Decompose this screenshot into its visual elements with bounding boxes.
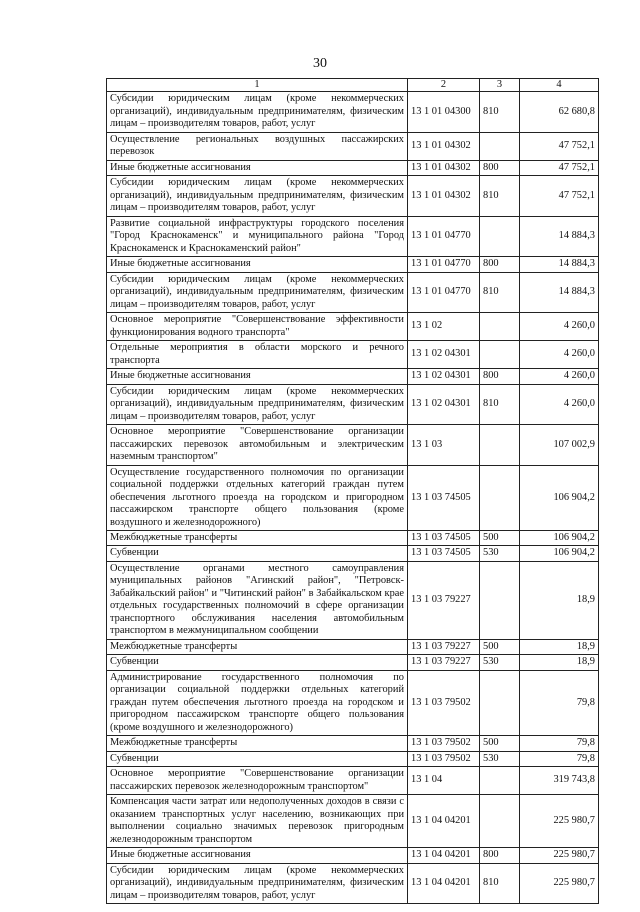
row-name-cell: Отдельные мероприятия в области морского и речного транспорта <box>107 341 408 369</box>
row-code-cell: 13 1 04 04201 <box>408 848 480 863</box>
row-name-cell: Основное мероприятие "Совершенствование эффективности функционирования водного транспорта" <box>107 313 408 341</box>
table-row <box>107 670 599 735</box>
row-amount-cell: 47 752,1 <box>520 160 599 175</box>
row-name-cell: Межбюджетные трансферты <box>107 639 408 654</box>
row-kind-cell: 810 <box>480 863 520 903</box>
table-row <box>107 341 599 369</box>
row-amount-cell: 47 752,1 <box>520 176 599 216</box>
table-row <box>107 132 599 160</box>
row-kind-cell: 800 <box>480 257 520 272</box>
row-name-cell: Администрирование государственного полномочия по организации социальной поддержки отдельных категорий граждан путем обеспечения льготного проезда на городском и пригородном пассажирском транспорте общего пользования (кроме воздушного и железнодорожного) <box>107 670 408 735</box>
row-code-cell: 13 1 01 04770 <box>408 257 480 272</box>
row-name-cell: Субсидии юридическим лицам (кроме некоммерческих организаций), индивидуальным предпринимателям, физическим лицам – производителям товаров, работ, услуг <box>107 863 408 903</box>
row-amount-cell: 14 884,3 <box>520 272 599 312</box>
row-amount-cell: 79,8 <box>520 736 599 751</box>
row-code-cell: 13 1 01 04770 <box>408 216 480 256</box>
row-code-cell: 13 1 03 79502 <box>408 751 480 766</box>
row-code-cell: 13 1 04 04201 <box>408 795 480 848</box>
table-row <box>107 655 599 670</box>
row-amount-cell: 79,8 <box>520 751 599 766</box>
row-name-cell: Осуществление государственного полномочия по организации социальной поддержки отдельных категорий граждан путем обеспечения льготного проезда на городском и пригородном пассажирском транспорте общего пользования (кроме воздушного и железнодорожного) <box>107 465 408 530</box>
row-kind-cell <box>480 670 520 735</box>
row-amount-cell: 62 680,8 <box>520 92 599 132</box>
row-code-cell: 13 1 03 79227 <box>408 561 480 639</box>
row-name-cell: Межбюджетные трансферты <box>107 530 408 545</box>
row-code-cell: 13 1 02 04301 <box>408 384 480 424</box>
row-amount-cell: 225 980,7 <box>520 795 599 848</box>
row-code-cell: 13 1 03 79227 <box>408 639 480 654</box>
table-row <box>107 465 599 530</box>
row-code-cell: 13 1 04 <box>408 767 480 795</box>
table-row <box>107 751 599 766</box>
row-amount-cell: 4 260,0 <box>520 369 599 384</box>
table-row <box>107 176 599 216</box>
row-amount-cell: 79,8 <box>520 670 599 735</box>
row-code-cell: 13 1 03 <box>408 425 480 465</box>
row-kind-cell: 810 <box>480 272 520 312</box>
row-amount-cell: 14 884,3 <box>520 216 599 256</box>
row-code-cell: 13 1 03 79227 <box>408 655 480 670</box>
row-name-cell: Иные бюджетные ассигнования <box>107 369 408 384</box>
row-amount-cell: 225 980,7 <box>520 848 599 863</box>
row-code-cell: 13 1 01 04770 <box>408 272 480 312</box>
row-amount-cell: 47 752,1 <box>520 132 599 160</box>
header-cell: 4 <box>520 79 599 92</box>
row-kind-cell <box>480 425 520 465</box>
row-name-cell: Субсидии юридическим лицам (кроме некоммерческих организаций), индивидуальным предпринимателям, физическим лицам – производителям товаров, работ, услуг <box>107 176 408 216</box>
row-name-cell: Субвенции <box>107 546 408 561</box>
row-kind-cell <box>480 216 520 256</box>
table-header-row <box>107 79 599 92</box>
row-code-cell: 13 1 03 79502 <box>408 670 480 735</box>
row-code-cell: 13 1 03 74505 <box>408 546 480 561</box>
table-row <box>107 736 599 751</box>
row-code-cell: 13 1 02 <box>408 313 480 341</box>
table-row <box>107 546 599 561</box>
row-amount-cell: 4 260,0 <box>520 313 599 341</box>
row-name-cell: Межбюджетные трансферты <box>107 736 408 751</box>
row-name-cell: Основное мероприятие "Совершенствование организации пассажирских перевозок автомобильным и электрическим наземным транспортом" <box>107 425 408 465</box>
row-amount-cell: 319 743,8 <box>520 767 599 795</box>
row-kind-cell: 810 <box>480 176 520 216</box>
table-row <box>107 767 599 795</box>
row-name-cell: Субсидии юридическим лицам (кроме некоммерческих организаций), индивидуальным предпринимателям, физическим лицам – производителям товаров, работ, услуг <box>107 272 408 312</box>
row-kind-cell: 500 <box>480 639 520 654</box>
row-kind-cell: 810 <box>480 92 520 132</box>
table-row <box>107 216 599 256</box>
table-row <box>107 863 599 903</box>
table-row <box>107 160 599 175</box>
row-kind-cell <box>480 465 520 530</box>
row-name-cell: Субсидии юридическим лицам (кроме некоммерческих организаций), индивидуальным предпринимателям, физическим лицам – производителям товаров, работ, услуг <box>107 384 408 424</box>
table-body <box>107 92 599 904</box>
row-amount-cell: 4 260,0 <box>520 384 599 424</box>
row-code-cell: 13 1 02 04301 <box>408 341 480 369</box>
row-amount-cell: 18,9 <box>520 639 599 654</box>
table-row <box>107 384 599 424</box>
row-amount-cell: 106 904,2 <box>520 530 599 545</box>
row-kind-cell <box>480 313 520 341</box>
row-name-cell: Осуществление региональных воздушных пассажирских перевозок <box>107 132 408 160</box>
row-kind-cell: 500 <box>480 530 520 545</box>
row-name-cell: Иные бюджетные ассигнования <box>107 848 408 863</box>
table-row <box>107 561 599 639</box>
row-kind-cell: 810 <box>480 384 520 424</box>
row-code-cell: 13 1 01 04300 <box>408 92 480 132</box>
table-row <box>107 639 599 654</box>
row-name-cell: Компенсация части затрат или недополученных доходов в связи с оказанием транспортных услуг населению, возникающих при выполнении социально значимых перевозок пригородным железнодорожным транспортом <box>107 795 408 848</box>
row-kind-cell <box>480 795 520 848</box>
row-amount-cell: 18,9 <box>520 655 599 670</box>
row-amount-cell: 18,9 <box>520 561 599 639</box>
row-kind-cell <box>480 767 520 795</box>
row-kind-cell <box>480 341 520 369</box>
table-row <box>107 795 599 848</box>
row-kind-cell: 800 <box>480 848 520 863</box>
header-cell: 2 <box>408 79 480 92</box>
row-amount-cell: 4 260,0 <box>520 341 599 369</box>
row-kind-cell: 530 <box>480 546 520 561</box>
table-row <box>107 369 599 384</box>
row-amount-cell: 106 904,2 <box>520 546 599 561</box>
row-code-cell: 13 1 02 04301 <box>408 369 480 384</box>
table-row <box>107 92 599 132</box>
row-code-cell: 13 1 01 04302 <box>408 132 480 160</box>
row-kind-cell: 800 <box>480 160 520 175</box>
row-name-cell: Иные бюджетные ассигнования <box>107 257 408 272</box>
row-kind-cell: 500 <box>480 736 520 751</box>
row-name-cell: Основное мероприятие "Совершенствование организации пассажирских перевозок железнодорожным транспортом" <box>107 767 408 795</box>
row-name-cell: Субвенции <box>107 655 408 670</box>
table-row <box>107 313 599 341</box>
row-name-cell: Развитие социальной инфраструктуры городского поселения "Город Краснокаменск" и муниципального района "Город Краснокаменск и Краснокаменский район" <box>107 216 408 256</box>
row-kind-cell: 800 <box>480 369 520 384</box>
row-code-cell: 13 1 03 74505 <box>408 530 480 545</box>
row-amount-cell: 14 884,3 <box>520 257 599 272</box>
row-code-cell: 13 1 03 79502 <box>408 736 480 751</box>
table-row <box>107 272 599 312</box>
budget-table <box>106 78 599 904</box>
row-kind-cell <box>480 132 520 160</box>
table-row <box>107 530 599 545</box>
row-amount-cell: 106 904,2 <box>520 465 599 530</box>
row-code-cell: 13 1 03 74505 <box>408 465 480 530</box>
table-row <box>107 425 599 465</box>
row-name-cell: Иные бюджетные ассигнования <box>107 160 408 175</box>
header-cell: 1 <box>107 79 408 92</box>
page-number: 30 <box>313 56 327 71</box>
row-code-cell: 13 1 01 04302 <box>408 160 480 175</box>
row-name-cell: Субвенции <box>107 751 408 766</box>
row-code-cell: 13 1 01 04302 <box>408 176 480 216</box>
table-row <box>107 257 599 272</box>
row-name-cell: Субсидии юридическим лицам (кроме некоммерческих организаций), индивидуальным предпринимателям, физическим лицам – производителям товаров, работ, услуг <box>107 92 408 132</box>
row-kind-cell: 530 <box>480 751 520 766</box>
row-code-cell: 13 1 04 04201 <box>408 863 480 903</box>
row-kind-cell <box>480 561 520 639</box>
row-kind-cell: 530 <box>480 655 520 670</box>
table-row <box>107 848 599 863</box>
row-amount-cell: 107 002,9 <box>520 425 599 465</box>
row-name-cell: Осуществление органами местного самоуправления муниципальных районов "Агинский район", "Петровск-Забайкальский район" и "Читинский район" в Забайкальском крае отдельных государственных полномочий в сфере организации транспортного обслуживания населения автомобильным транспортом в межмуниципальном сообщении <box>107 561 408 639</box>
header-cell: 3 <box>480 79 520 92</box>
row-amount-cell: 225 980,7 <box>520 863 599 903</box>
